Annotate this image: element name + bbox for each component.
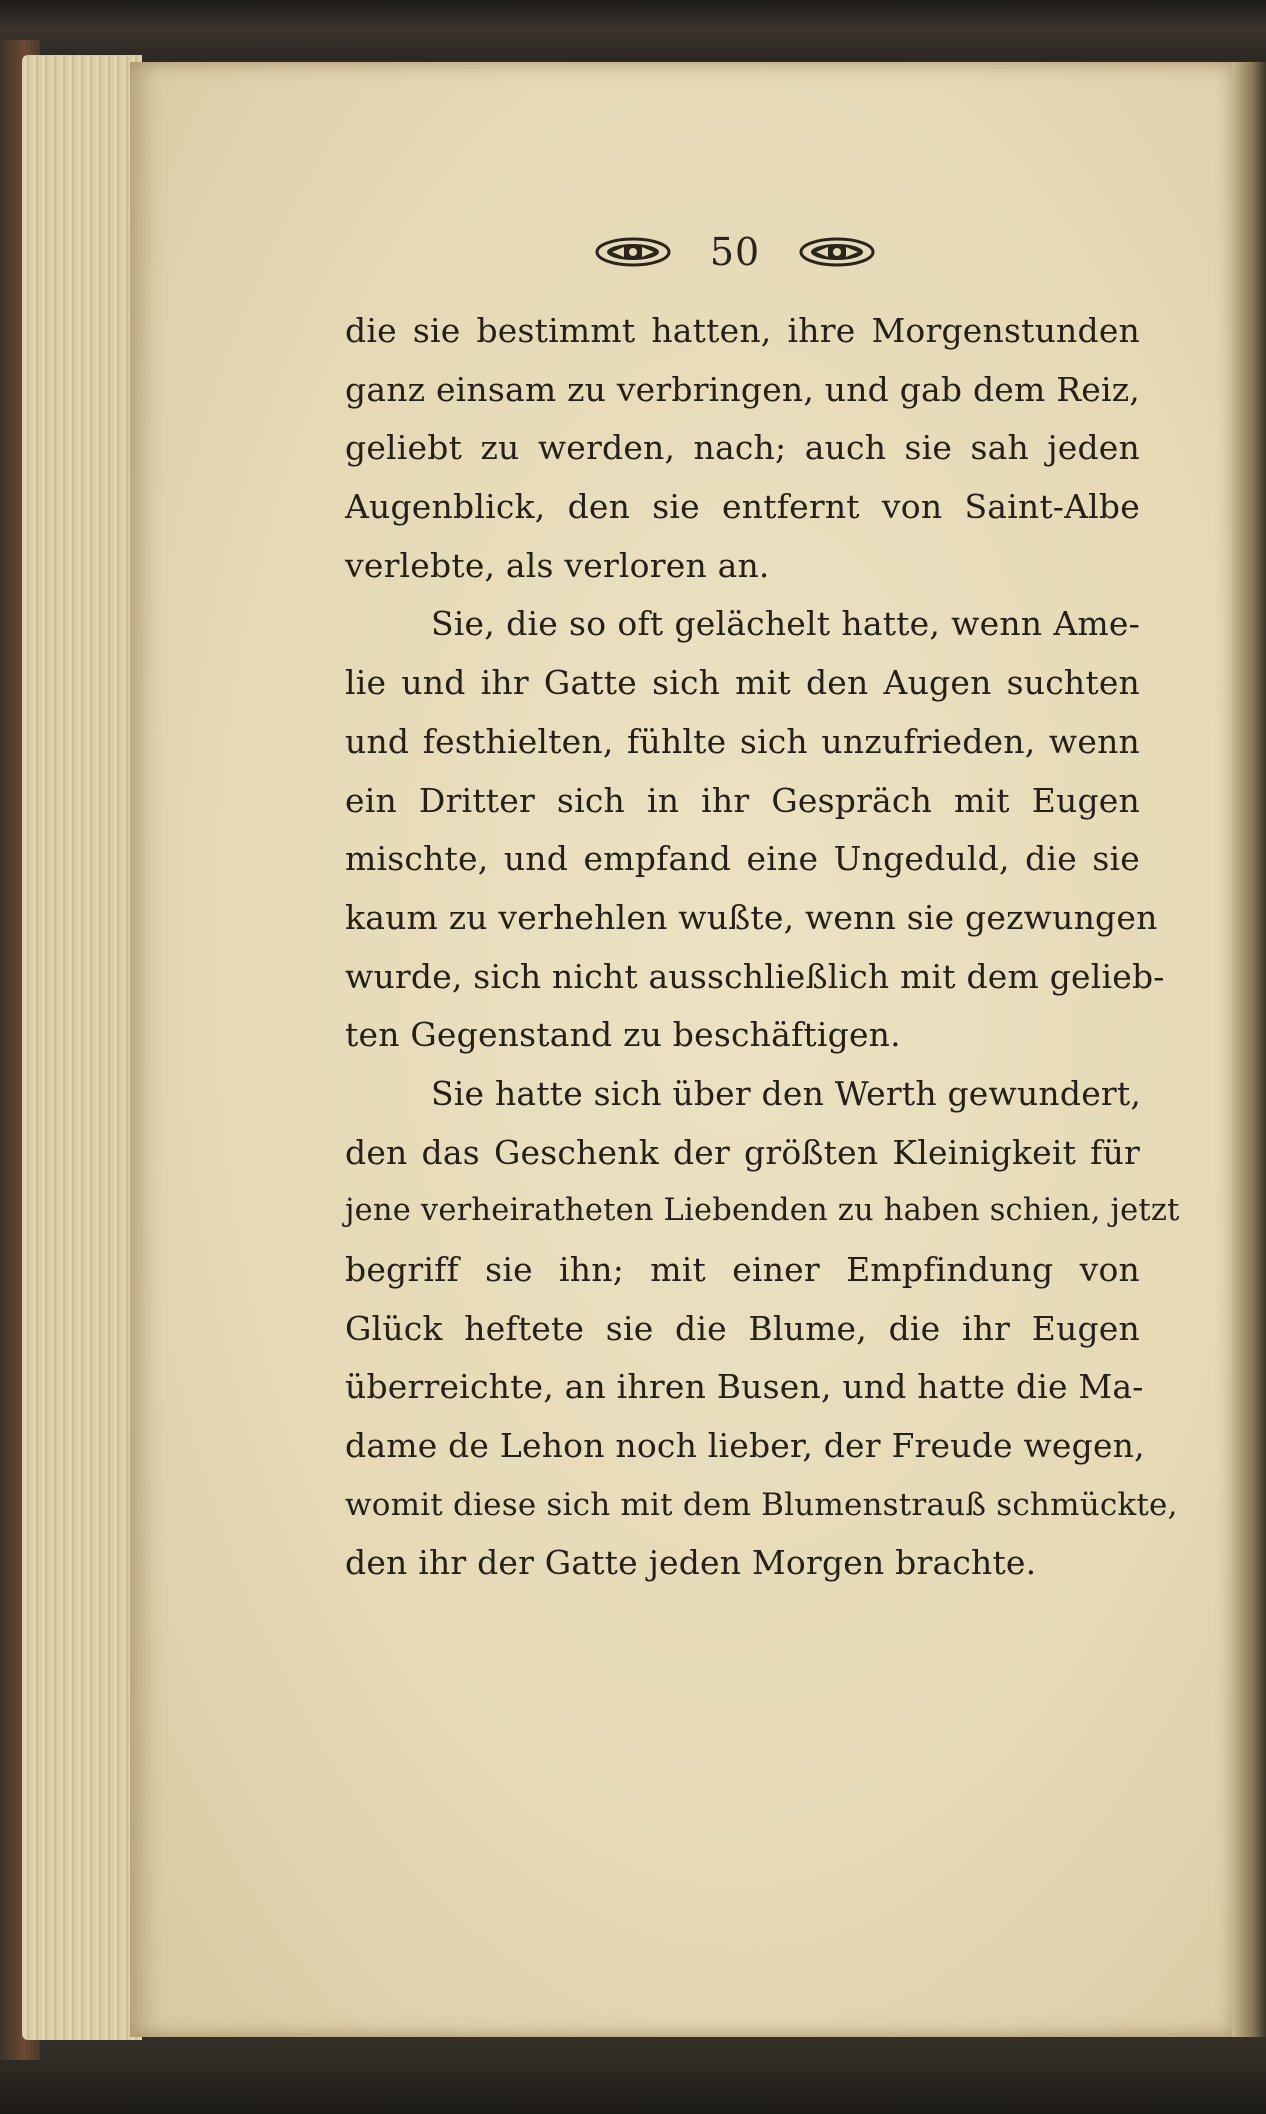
text-line: die sie bestimmt hatten, ihre Morgenstunden <box>345 311 1140 350</box>
text-line: Augenblick, den sie entfernt von Saint-Albe <box>345 487 1140 527</box>
text-line: womit diese sich mit dem Blumenstrauß schmückte, <box>345 1486 1178 1523</box>
paragraph <box>345 595 1165 1065</box>
paragraph <box>345 302 1140 595</box>
page-right-edge <box>1232 62 1266 2037</box>
text-line: Sie hatte sich über den Werth gewundert, <box>431 1073 1142 1113</box>
text-line: den ihr der Gatte jeden Morgen brachte. <box>345 1543 1037 1583</box>
text-line: mischte, und empfand eine Ungeduld, die sie <box>345 839 1140 879</box>
text-line: und festhielten, fühlte sich unzufrieden, wenn <box>345 721 1140 761</box>
text-line: Sie, die so oft gelächelt hatte, wenn Ame- <box>431 604 1140 644</box>
text-line: kaum zu verhehlen wußte, wenn sie gezwungen <box>345 897 1158 937</box>
page-body-text <box>345 302 1180 1593</box>
floral-ornament-icon <box>798 235 876 269</box>
text-line: wurde, sich nicht ausschließlich mit dem gelieb- <box>345 956 1165 996</box>
text-line: den das Geschenk der größten Kleinigkeit für <box>345 1132 1140 1172</box>
text-line: Glück heftete sie die Blume, die ihr Eugen <box>345 1308 1140 1348</box>
text-line: lie und ihr Gatte sich mit den Augen suchten <box>345 663 1140 703</box>
text-line: überreichte, an ihren Busen, und hatte die Ma- <box>345 1367 1144 1407</box>
text-line: begriff sie ihn; mit einer Empfindung von <box>345 1250 1140 1289</box>
text-line: dame de Lehon noch lieber, der Freude wegen, <box>345 1426 1145 1466</box>
text-line: verlebte, als verloren an. <box>345 545 770 585</box>
text-line: ein Dritter sich in ihr Gespräch mit Eugen <box>345 780 1140 820</box>
floral-ornament-icon <box>594 235 672 269</box>
page-stack-edges <box>22 55 142 2040</box>
text-line: ganz einsam zu verbringen, und gab dem Reiz, <box>345 369 1140 409</box>
page-number: 50 <box>709 230 761 274</box>
paragraph <box>345 1065 1180 1593</box>
text-line: geliebt zu werden, nach; auch sie sah jeden <box>345 428 1140 468</box>
text-line: ten Gegenstand zu beschäftigen. <box>345 1015 901 1055</box>
page-header <box>585 222 885 282</box>
text-line: jene verheiratheten Liebenden zu haben schien, jetzt <box>345 1193 1180 1229</box>
